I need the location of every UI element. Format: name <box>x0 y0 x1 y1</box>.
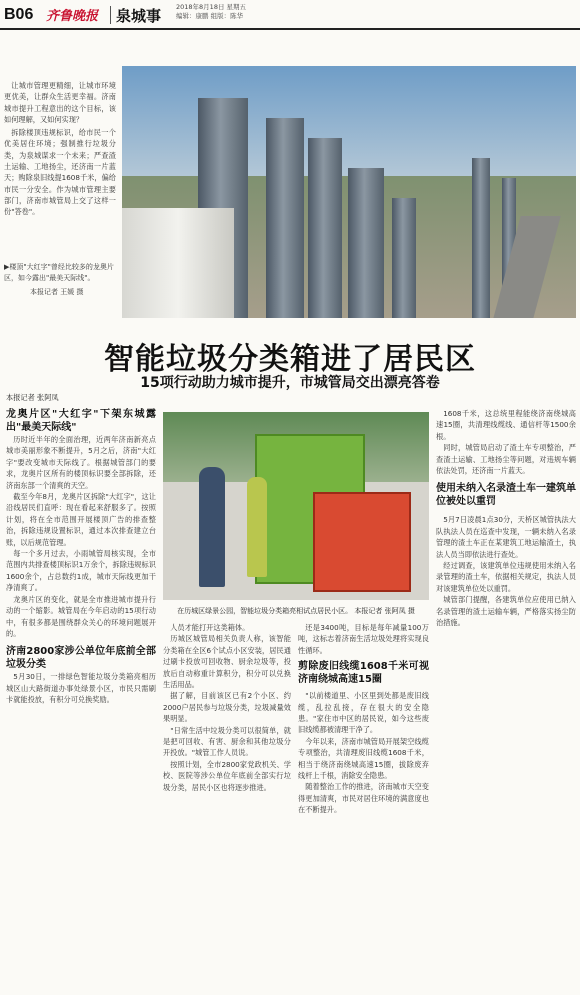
photo-credit: 本报记者 王媛 摄 <box>30 288 84 296</box>
paragraph: 按照计划，全市2800家党政机关、学校、医院等涉公单位年底前全部实行垃圾分类，居民小区也将逐步推进。 <box>163 759 291 792</box>
paragraph: 历时近半年的全面治理，近两年济南新亮点城市美丽形象不断提升，5月之后，济南"大红字"要改变城市天际线了。根据城管部门的要求，龙奥片区所有的楼顶标识要全部拆除，还济南东部一个清爽的天空。 <box>6 435 156 490</box>
paragraph: 5月7日凌晨1点30分，天桥区城管执法大队执法人员在巡查中发现，一辆未纳入名录管理的渣土车正在某建筑工地运输渣土，执法人员当即依法进行查处。 <box>436 515 576 559</box>
subhead-2: 济南2800家涉公单位年底前全部垃圾分类 <box>6 646 156 671</box>
paragraph: "日常生活中垃圾分类可以很简单，就是把可回收、有害、厨余和其他垃圾分开投放。"城管工作人员说。 <box>163 725 291 758</box>
headline: 智能垃圾分类箱进了居民区 <box>104 342 476 377</box>
paragraph: 截至今年8月，龙奥片区拆除"大红字"，这让沿线居民们直呼：现在看起来舒服多了。按照计划，将在全市范围开展楼顶广告的排查整治，拆除违规设置标识，通过本次排查建立台账，以后规范管理。 <box>6 492 156 547</box>
paragraph: 今年以来，济南市城管局开展架空线缆专项整治，共清理废旧线缆1608千米，相当于绕济南绕城高速15圈，拔除废弃线杆上千根，消除安全隐患。 <box>298 736 429 781</box>
paragraph: 历城区城管局相关负责人称，该智能分类箱在全区6个试点小区安装，居民通过刷卡投放可回收物、厨余垃圾等，投放后自动称重计算积分，积分可以兑换生活用品。 <box>163 634 291 690</box>
subheadline: 15项行动助力城市提升，市城管局交出漂亮答卷 <box>140 375 440 391</box>
paragraph: 随着整治工作的推进，济南城市天空变得更加清爽，市民对居住环境的满意度也在不断提升。 <box>298 782 429 815</box>
paragraph: 城管部门提醒，各建筑单位应使用已纳入名录管理的渣土运输车辆，严格落实扬尘防治措施。 <box>436 595 576 628</box>
newspaper-logo: 齐鲁晚报 <box>46 9 99 24</box>
issue-meta <box>176 3 246 21</box>
page-header <box>0 0 580 30</box>
paragraph: "以前楼道里、小区里到处都是废旧线缆，乱拉乱接，存在很大的安全隐患。"家住市中区的居民说，如今这些废旧线缆都被清理干净了。 <box>298 691 429 735</box>
subhead-4: 使用未纳入名录渣土车一建筑单位被处以重罚 <box>436 483 576 508</box>
article-column-1 <box>6 408 156 993</box>
paragraph: 1608千米，这总统里程能绕济南绕城高速15圈，共清理线缆线、通信杆等1500余根。 <box>436 409 576 441</box>
issue-editors: 编辑：康鹏 组版：陈华 <box>176 12 244 20</box>
lead-text <box>4 80 116 220</box>
subhead-3: 剪除废旧线缆1608千米可视济南绕城高速15圈 <box>298 661 429 686</box>
article-column-4 <box>436 408 576 993</box>
photo-caption: 在历城区绿景公园，智能垃圾分类箱亮相试点居民小区。 本报记者 张阿凤 摄 <box>177 607 415 615</box>
paragraph: 每一个多月过去，小雨城管局核实现，全市范围内共排查楼顶标识1万余个，拆除违规标识1600余个，占总数约1成，城市天际线更加干净清爽了。 <box>6 549 156 593</box>
paragraph: 人员才能打开这类箱体。 <box>170 623 250 632</box>
smart-bin-photo <box>163 412 429 600</box>
city-skyline-photo <box>122 66 576 318</box>
divider <box>110 6 111 24</box>
paragraph: 5月30日，一排绿色智能垃圾分类箱亮相历城区山大路街道办事处绿景小区，市民只需刷卡就能投放，有积分可兑换奖励。 <box>6 672 156 705</box>
lead-paragraph: 拆除楼顶违规标识，给市民一个优美居住环境；强制推行垃圾分类，为泉城谋求一个未来；严查渣土运输、工地扬尘，还济南一片蓝天；购除泉旧线提1608千米，偏给市民一分安全。作为城市管理主要部门，济南市城管局上交了这样一份"答卷"。 <box>4 128 116 217</box>
paragraph: 经过调查，该建筑单位违规使用未纳入名录管理的渣土车，依据相关规定，执法人员对该建筑单位处以重罚。 <box>436 561 576 593</box>
photo-caption: ▶楼顶"大红字"曾经比较多的龙奥片区，如今露出"最美天际线"。 <box>4 263 114 282</box>
paragraph: 还是3400吨，目标是每年减量100万吨，这标志着济南生活垃圾处理将实现良性循环。 <box>298 623 429 655</box>
byline: 本报记者 张阿凤 <box>6 393 59 402</box>
article-column-2 <box>163 622 291 992</box>
article-column-3 <box>298 622 429 992</box>
paragraph: 同时，城管局启动了渣土车专项整治，严查渣土运输、工地扬尘等问题，对违规车辆依法处罚，还济南一片蓝天。 <box>436 443 576 476</box>
page-number: B06 <box>4 6 34 23</box>
subhead-1: 龙奥片区"大红字"下架东城露出"最美天际线" <box>6 409 156 433</box>
issue-date: 2018年8月18日 星期五 <box>176 3 247 11</box>
paragraph: 龙奥片区的变化，就是全市推进城市提升行动的一个缩影。城管局在今年启动的15项行动中，有很多都是围绕群众关心的环境问题展开的。 <box>6 594 156 638</box>
paragraph: 据了解，目前该区已有2个小区、约2000户居民参与垃圾分类，垃圾减量效果明显。 <box>163 691 291 724</box>
section-name: 泉城事 <box>116 7 162 25</box>
lead-paragraph: 让城市管理更精细，让城市环境更优美，让群众生活更幸福。济南城市提升工程意出的这个目标，该如何理解，又如何实现？ <box>4 81 116 124</box>
